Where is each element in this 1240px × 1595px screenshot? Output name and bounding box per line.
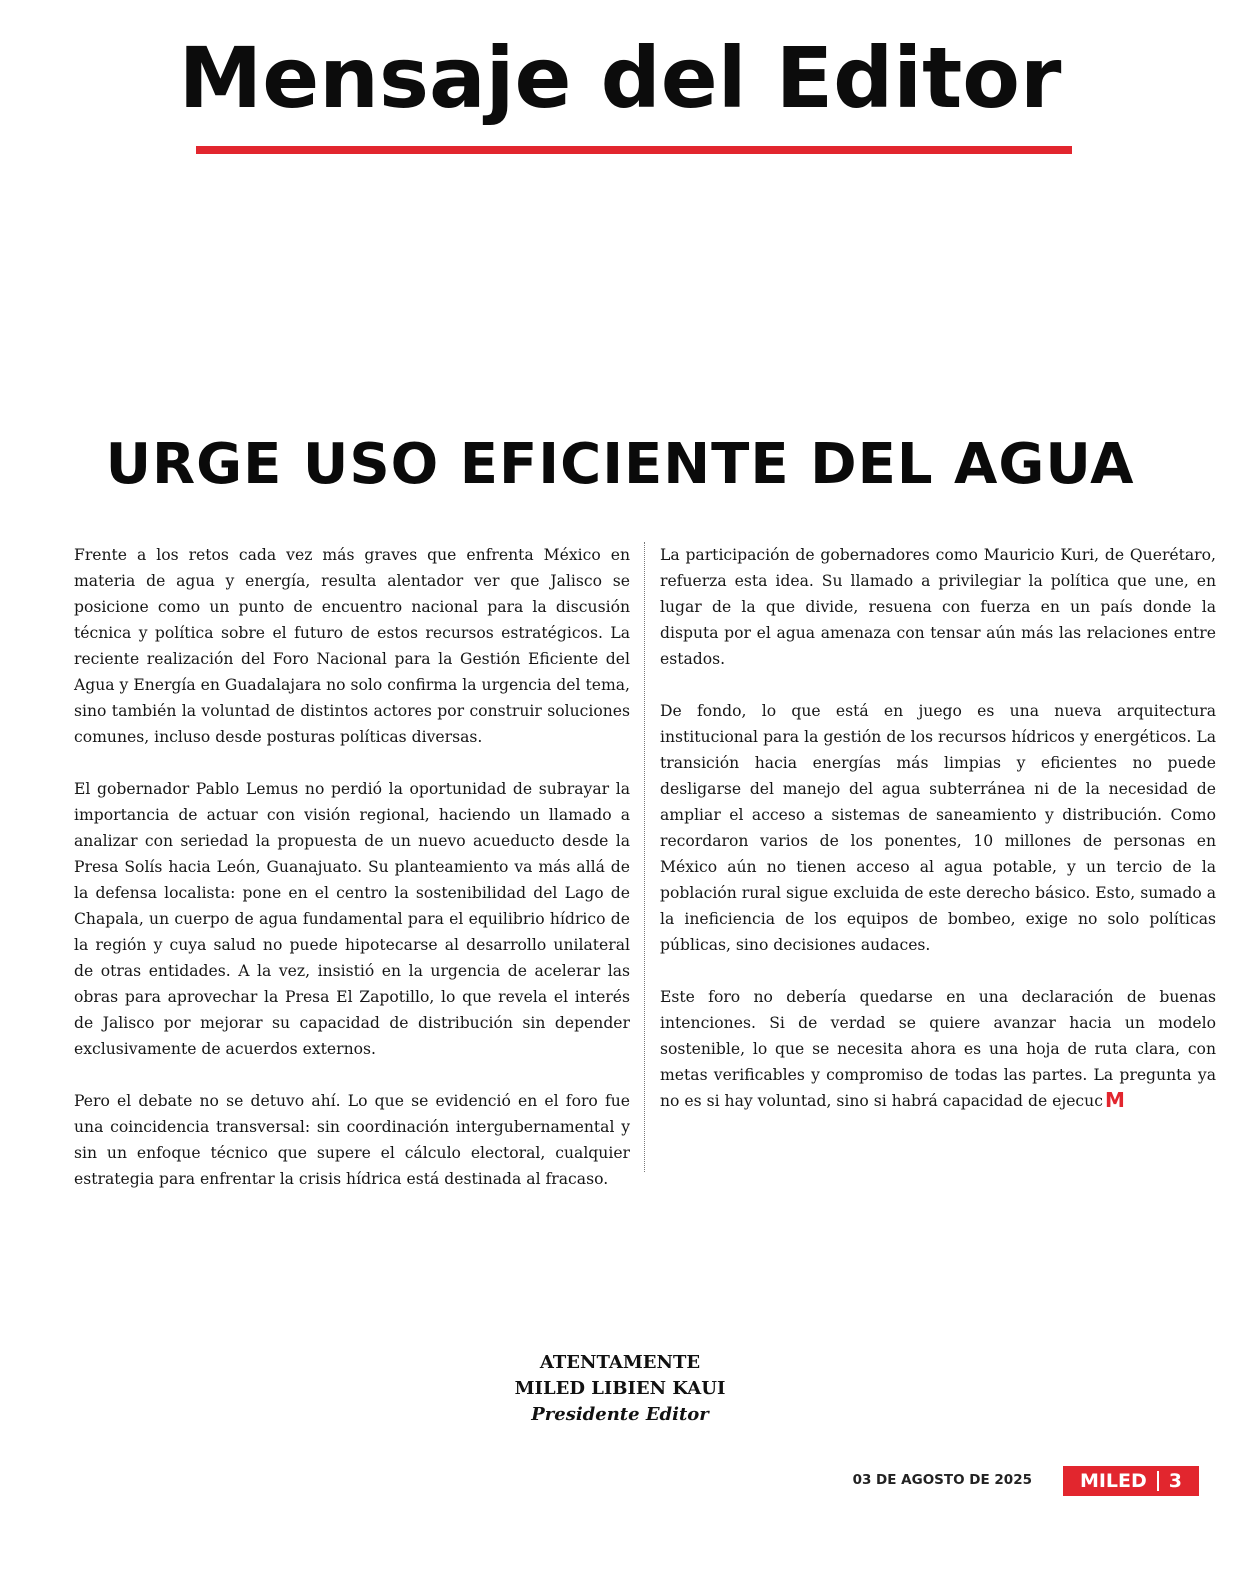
final-paragraph-text: Este foro no debería quedarse en una declaración de buenas intenciones. Si de verdad se quiere avanzar hacia un modelo sostenible, lo que se necesita ahora es una hoja de ruta clara, con metas verificables y compromiso de todas las partes. La pregunta ya no es si hay voluntad, sino si habrá capacidad de ejecuc bbox=[660, 988, 1216, 1110]
footer-separator bbox=[1157, 1471, 1159, 1491]
signature-closing: ATENTAMENTE bbox=[539, 1352, 701, 1373]
article-paragraph: La participación de gobernadores como Mauricio Kuri, de Querétaro, refuerza esta idea. Su llamado a privilegiar la política que une, en lugar de la que divide, resuena con fuerza en un país donde la disputa por el agua amenaza con tensar aún más las relaciones entre estados. bbox=[660, 546, 1216, 668]
footer-page-number: 3 bbox=[1168, 1470, 1183, 1492]
article-column-right bbox=[660, 542, 1216, 1114]
signature-name: MILED LIBIEN KAUI bbox=[514, 1378, 726, 1399]
page-header bbox=[0, 18, 1240, 138]
article-headline: URGE USO EFICIENTE DEL AGUA bbox=[105, 432, 1135, 497]
article-column-left bbox=[74, 542, 630, 1192]
footer-brand: MILED bbox=[1079, 1470, 1147, 1492]
signature-role: Presidente Editor bbox=[531, 1404, 709, 1425]
article-paragraph: Pero el debate no se detuvo ahí. Lo que se evidenció en el foro fue una coincidencia transversal: sin coordinación intergubernamental y sin un enfoque técnico que supere el cálculo electoral, cualquier estrategia para enfrentar la crisis hídrica está destinada al fracaso. bbox=[74, 1092, 630, 1188]
article-paragraph: Frente a los retos cada vez más graves que enfrenta México en materia de agua y energía, resulta alentador ver que Jalisco se posicione como un punto de encuentro nacional para la discusión técnica y política sobre el futuro de estos recursos estratégicos. La reciente realización del Foro Nacional para la Gestión Eficiente del Agua y Energía en Guadalajara no solo confirma la urgencia del tema, sino también la voluntad de distintos actores por construir soluciones comunes, incluso desde posturas políticas diversas. bbox=[74, 546, 630, 746]
page-title: Mensaje del Editor bbox=[178, 29, 1062, 127]
column-divider bbox=[644, 542, 645, 1172]
article-paragraph: De fondo, lo que está en juego es una nueva arquitectura institucional para la gestión de los recursos hídricos y energéticos. La transición hacia energías más limpias y eficientes no puede desligarse del manejo del agua subterránea ni de la necesidad de ampliar el acceso a sistemas de saneamiento y distribución. Como recordaron varios de los ponentes, 10 millones de personas en México aún no tienen acceso al agua potable, y un tercio de la población rural sigue excluida de este derecho básico. Esto, sumado a la ineficiencia de los equipos de bombeo, exige no solo políticas públicas, sino decisiones audaces. bbox=[660, 702, 1216, 954]
footer-date: 03 DE AGOSTO DE 2025 bbox=[852, 1472, 1032, 1488]
article-paragraph-final bbox=[660, 984, 1216, 1114]
footer-brand-badge bbox=[1063, 1466, 1199, 1496]
title-underline bbox=[196, 146, 1072, 154]
end-mark-logo: M bbox=[1104, 1088, 1125, 1112]
article-paragraph: El gobernador Pablo Lemus no perdió la oportunidad de subrayar la importancia de actuar con visión regional, haciendo un llamado a analizar con seriedad la propuesta de un nuevo acueducto desde la Presa Solís hacia León, Guanajuato. Su planteamiento va más allá de la defensa localista: pone en el centro la sostenibilidad del Lago de Chapala, un cuerpo de agua fundamental para el equilibrio hídrico de la región y cuya salud no puede hipotecarse al desarrollo unilateral de otras entidades. A la vez, insistió en la urgencia de acelerar las obras para aprovechar la Presa El Zapotillo, lo que revela el interés de Jalisco por mejorar su capacidad de distribución sin depender exclusivamente de acuerdos externos. bbox=[74, 780, 630, 1058]
article-body bbox=[74, 542, 1214, 1192]
signature-block bbox=[0, 1350, 1240, 1428]
